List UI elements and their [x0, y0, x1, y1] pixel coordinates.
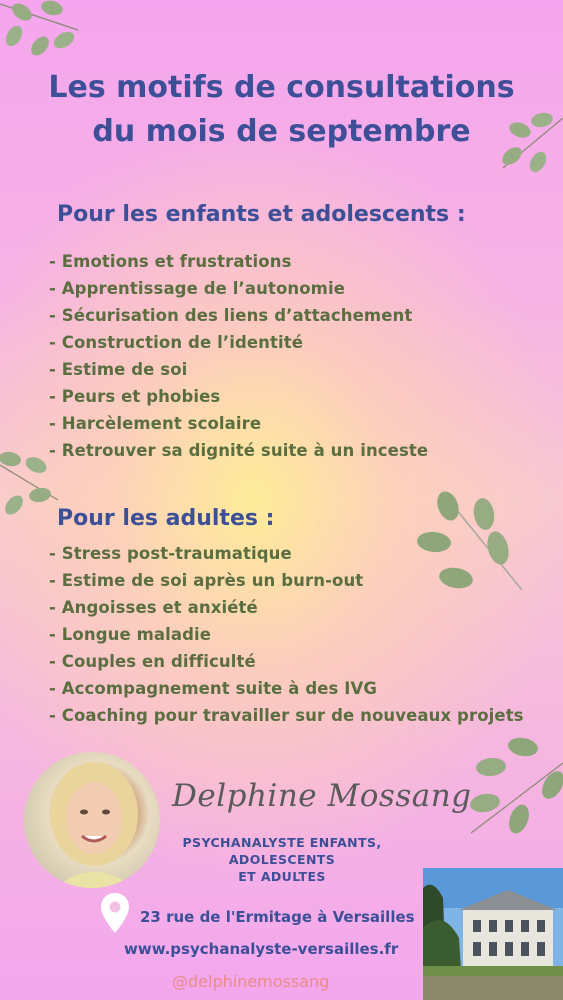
list-item: - Coaching pour travailler sur de nouveaux projets	[49, 706, 524, 725]
house-photo	[423, 868, 563, 1000]
list-item: - Couples en difficulté	[49, 652, 256, 671]
portrait-illustration	[24, 752, 160, 888]
list-item: - Accompagnement suite à des IVG	[49, 679, 378, 698]
adults-heading: Pour les adultes :	[57, 506, 275, 531]
website-link[interactable]: www.psychanalyste-versailles.fr	[124, 940, 399, 958]
list-item: - Emotions et frustrations	[49, 252, 292, 271]
title-line-1: Les motifs de consultations	[48, 70, 515, 105]
leaf-branch-icon	[0, 0, 90, 70]
list-item: - Harcèlement scolaire	[49, 414, 262, 433]
job-title-line: PSYCHANALYSTE ENFANTS,	[182, 835, 382, 850]
list-item: - Angoisses et anxiété	[49, 598, 258, 617]
list-item: - Stress post-traumatique	[49, 544, 292, 563]
map-pin-icon	[100, 892, 130, 934]
list-item: - Longue maladie	[49, 625, 212, 644]
leaf-branch-icon	[463, 733, 563, 838]
list-item: - Retrouver sa dignité suite à un inceste	[49, 441, 429, 460]
children-heading: Pour les enfants et adolescents :	[57, 202, 466, 227]
title-line-2: du mois de septembre	[92, 114, 471, 149]
job-title-line: ET ADULTES	[238, 869, 326, 884]
children-list	[49, 248, 428, 464]
list-item: - Apprentissage de l’autonomie	[49, 279, 346, 298]
list-item: - Estime de soi après un burn-out	[49, 571, 364, 590]
page-title	[0, 66, 563, 154]
list-item: - Peurs et phobies	[49, 387, 221, 406]
job-title-line: ADOLESCENTS	[228, 852, 336, 867]
list-item: - Construction de l’identité	[49, 333, 304, 352]
social-handle[interactable]: @delphinemossang	[172, 972, 330, 991]
list-item: - Sécurisation des liens d’attachement	[49, 306, 413, 325]
job-title	[178, 834, 386, 885]
adults-list	[49, 540, 524, 729]
list-item: - Estime de soi	[49, 360, 188, 379]
address: 23 rue de l'Ermitage à Versailles	[140, 908, 415, 926]
portrait-photo	[24, 752, 160, 888]
signature: Delphine Mossang	[172, 778, 472, 814]
